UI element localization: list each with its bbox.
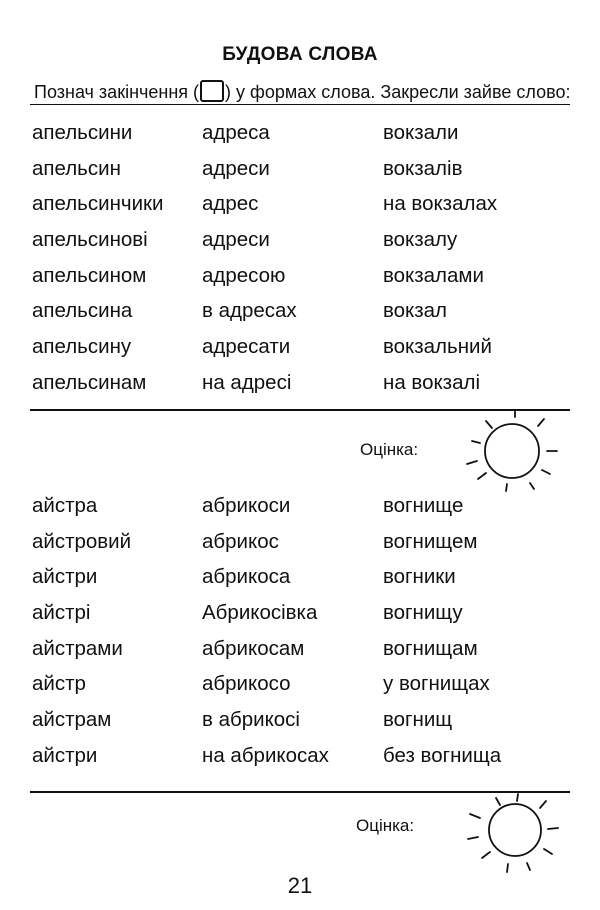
table-row [32, 329, 572, 365]
table-row [32, 738, 572, 774]
word-cell[interactable]: айстровий [32, 529, 132, 553]
word-cell[interactable]: вогнищу [383, 600, 463, 624]
table-row [32, 151, 572, 187]
word-cell[interactable]: вокзалу [383, 227, 458, 251]
grade-label: Оцінка: [356, 816, 415, 835]
table-row [32, 631, 572, 667]
word-table-2 [32, 488, 572, 774]
word-cell[interactable]: айстра [32, 493, 98, 517]
table-row [32, 186, 572, 222]
instruction-underline [30, 104, 570, 105]
word-cell[interactable]: адрес [202, 192, 259, 216]
table-row [32, 559, 572, 595]
ending-box-icon [200, 80, 224, 102]
word-cell[interactable]: у вогнищах [383, 672, 490, 696]
word-cell[interactable]: вокзалів [383, 156, 463, 180]
word-cell[interactable]: на вокзалах [383, 192, 498, 216]
word-cell[interactable]: вогнище [383, 493, 464, 517]
word-cell[interactable]: вокзалами [383, 263, 484, 287]
table-row [32, 524, 572, 560]
word-cell[interactable]: вокзали [383, 120, 459, 144]
word-cell[interactable]: адреси [202, 227, 270, 251]
word-cell[interactable]: айстрі [32, 600, 91, 624]
word-cell[interactable]: адресою [202, 263, 286, 287]
word-cell[interactable]: апельсином [32, 263, 147, 287]
word-cell[interactable]: адресати [202, 334, 291, 358]
word-cell[interactable]: в адресах [202, 299, 297, 323]
sun-icon[interactable] [462, 407, 568, 495]
word-cell[interactable]: айстри [32, 565, 98, 589]
page-number: 21 [287, 873, 313, 898]
word-cell[interactable]: апельсинові [32, 227, 148, 251]
table-row [32, 702, 572, 738]
table-row [32, 293, 572, 329]
word-cell[interactable]: апельсинчики [32, 192, 164, 216]
table-row [32, 115, 572, 151]
word-cell[interactable]: апельсинам [32, 370, 147, 394]
word-cell[interactable]: абрикосам [202, 636, 305, 660]
word-cell[interactable]: адреса [202, 120, 270, 144]
word-cell[interactable]: айстр [32, 672, 86, 696]
word-cell[interactable]: айстри [32, 743, 98, 767]
table-row [32, 258, 572, 294]
word-cell[interactable]: вогники [383, 565, 456, 589]
table-row [32, 666, 572, 702]
word-cell[interactable]: абрикос [202, 529, 279, 553]
page-title: БУДОВА СЛОВА [222, 44, 378, 65]
word-cell[interactable]: вокзал [383, 299, 448, 323]
instruction-text-end: ) у формах слова. Закресли зайве слово: [225, 82, 571, 102]
table-row [32, 595, 572, 631]
word-cell[interactable]: апельсину [32, 334, 132, 358]
word-cell[interactable]: адреси [202, 156, 270, 180]
word-cell[interactable]: апельсин [32, 156, 121, 180]
word-cell[interactable]: вогнищем [383, 529, 478, 553]
word-cell[interactable]: на адресі [202, 370, 292, 394]
word-cell[interactable]: вогнищам [383, 636, 478, 660]
word-cell[interactable]: без вогнища [383, 743, 502, 767]
word-cell[interactable]: апельсини [32, 120, 133, 144]
table-row [32, 488, 572, 524]
table-row [32, 222, 572, 258]
sun-icon[interactable] [462, 792, 568, 878]
word-cell[interactable]: на вокзалі [383, 370, 480, 394]
word-cell[interactable]: в абрикосі [202, 707, 300, 731]
word-cell[interactable]: абрикосо [202, 672, 291, 696]
word-cell[interactable]: Абрикосівка [202, 600, 318, 624]
word-cell[interactable]: абрикоси [202, 493, 291, 517]
word-cell[interactable]: апельсина [32, 299, 133, 323]
instruction-text [34, 80, 574, 103]
word-cell[interactable]: вокзальний [383, 334, 492, 358]
table-row [32, 365, 572, 401]
word-table-1 [32, 115, 572, 401]
word-cell[interactable]: абрикоса [202, 565, 291, 589]
word-cell[interactable]: айстрам [32, 707, 112, 731]
instruction-text-start: Познач закінчення ( [34, 82, 200, 102]
word-cell[interactable]: на абрикосах [202, 743, 329, 767]
grade-label: Оцінка: [360, 440, 419, 459]
word-cell[interactable]: айстрами [32, 636, 123, 660]
word-cell[interactable]: вогнищ [383, 707, 453, 731]
